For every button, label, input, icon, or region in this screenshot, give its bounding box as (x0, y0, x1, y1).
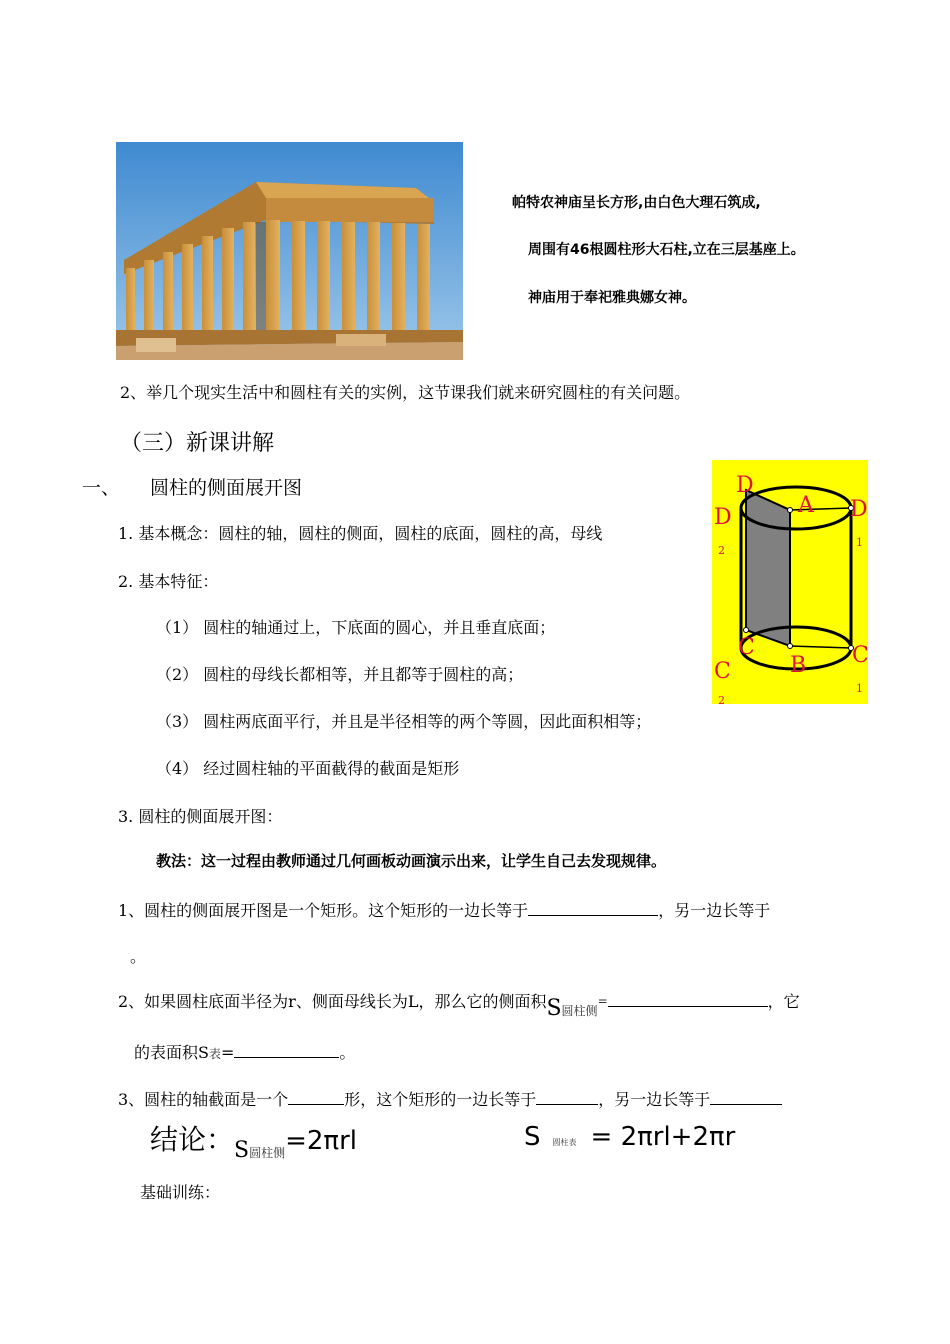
exercise-2-text-b: ，它 (767, 992, 800, 1011)
section-title: （三）新课讲解 (120, 431, 275, 456)
feature-1: （1） 圆柱的轴通过上，下底面的圆心，并且垂直底面； (156, 618, 556, 637)
cylinder-svg (712, 460, 868, 704)
caption-line-3: 神庙用于奉祀雅典娜女神。 (528, 290, 696, 306)
exercise-2-end: 。 (339, 1043, 356, 1062)
conclusion (150, 1118, 358, 1163)
label-c-left: C (714, 659, 731, 684)
exercise-2-blank-1[interactable] (608, 992, 768, 1007)
feature-2: （2） 圆柱的母线长都相等，并且都等于圆柱的高； (156, 665, 524, 684)
cylinder-diagram (712, 460, 868, 704)
exercise-3-blank-2[interactable] (536, 1090, 598, 1105)
label-d-left: D (714, 505, 732, 530)
item-1-basic-concepts: 1. 基本概念：圆柱的轴，圆柱的侧面，圆柱的底面，圆柱的高，母线 (118, 524, 603, 543)
conclusion-s2: S (524, 1122, 541, 1152)
exercise-2-c-subscript: 表 (208, 1047, 221, 1061)
exercise-2-line-2 (134, 1040, 355, 1063)
exercise-2-s-subscript: 圆柱侧 (561, 1004, 598, 1018)
exercise-1-text-a: 1、圆柱的侧面展开图是一个矩形。这个矩形的一边长等于 (118, 901, 529, 920)
exercise-1-text-b: ，另一边长等于 (658, 901, 771, 920)
exercise-2-s-symbol: S (546, 996, 562, 1021)
exercise-2-text-a: 2、如果圆柱底面半径为r、侧面母线长为L，那么它的侧面积 (118, 992, 547, 1011)
exercise-2-equals: = (597, 994, 608, 1008)
caption-line-1: 帕特农神庙呈长方形,由白色大理石筑成, (512, 195, 761, 211)
label-c-right-sub: 1 (856, 682, 863, 695)
conclusion-s2-subscript: 圆柱表 (552, 1138, 577, 1147)
exercise-1 (118, 898, 770, 921)
exercise-3 (118, 1087, 782, 1110)
feature-4: （4） 经过圆柱轴的平面截得的截面是矩形 (156, 759, 460, 778)
item-2-basic-features: 2. 基本特征： (118, 572, 219, 591)
method-note: 教法：这一过程由教师通过几何画板动画演示出来，让学生自己去发现规律。 (156, 852, 667, 870)
exercise-2-blank-2[interactable] (234, 1043, 339, 1058)
subsection-title: 圆柱的侧面展开图 (150, 477, 303, 499)
label-d-right-sub: 1 (856, 536, 863, 549)
label-d-right: D (850, 497, 868, 522)
feature-3: （3） 圆柱两底面平行，并且是半径相等的两个等圆，因此面积相等； (156, 712, 652, 731)
practice-title: 基础训练： (140, 1183, 221, 1202)
conclusion-s1: S (234, 1138, 250, 1163)
exercise-3-blank-3[interactable] (710, 1090, 782, 1105)
label-c-left-sub: 2 (718, 694, 725, 704)
label-c-right: C (852, 643, 868, 668)
exercise-1-end: 。 (130, 947, 147, 966)
point-b (788, 644, 793, 649)
exercise-1-blank-1[interactable] (528, 901, 658, 916)
exercise-3-text-a: 3、圆柱的轴截面是一个 (118, 1090, 289, 1109)
label-d-left-sub: 2 (718, 544, 725, 557)
label-a: A (798, 493, 814, 518)
caption-line-2: 周围有46根圆柱形大石柱,立在三层基座上。 (528, 242, 805, 258)
point-c (744, 628, 749, 633)
label-b: B (790, 653, 807, 678)
conclusion-label: 结论： (150, 1123, 235, 1156)
conclusion-s1-subscript: 圆柱侧 (249, 1146, 286, 1160)
conclusion-formula-surface: = 2πrl+2πr (590, 1122, 736, 1152)
exercise-2-c-equals: = (220, 1043, 235, 1062)
parthenon-photo (116, 142, 463, 360)
exercise-3-text-c: ，另一边长等于 (598, 1090, 711, 1109)
conclusion-2 (524, 1122, 735, 1152)
point-a (788, 508, 793, 513)
subsection-number: 一、 (82, 477, 121, 499)
label-d-top: D (736, 473, 754, 498)
item-3-lateral-unfolding: 3. 圆柱的侧面展开图： (118, 807, 283, 826)
exercise-2 (118, 988, 800, 1021)
exercise-3-text-b: 形，这个矩形的一边长等于 (344, 1090, 537, 1109)
exercise-2-text-c: 的表面积S (134, 1043, 209, 1062)
parthenon-illustration (116, 142, 463, 360)
intro-item-2: 2、举几个现实生活中和圆柱有关的实例，这节课我们就来研究圆柱的有关问题。 (120, 383, 691, 402)
label-c-inner: C (738, 635, 755, 660)
exercise-3-blank-1[interactable] (288, 1090, 344, 1105)
axial-section-plane (746, 490, 790, 646)
conclusion-formula-lateral: =2πrl (285, 1126, 358, 1156)
